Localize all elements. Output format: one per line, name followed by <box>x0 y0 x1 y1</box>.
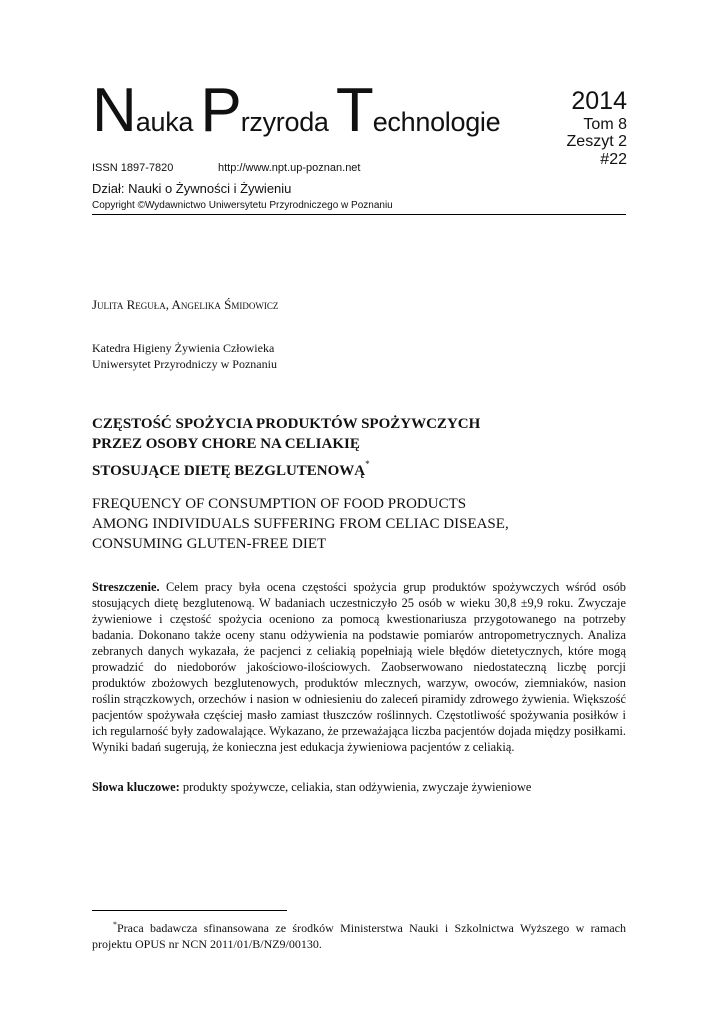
keywords-text: produkty spożywcze, celiakia, stan odżywienia, zwyczaje żywieniowe <box>182 780 532 794</box>
title-english-line-2: AMONG INDIVIDUALS SUFFERING FROM CELIAC DISEASE, <box>92 516 509 532</box>
affiliation-university: Uniwersytet Przyrodniczy w Poznaniu <box>92 357 277 371</box>
issue-article-number: #22 <box>600 150 627 168</box>
title-footnote-mark[interactable]: * <box>365 459 370 469</box>
abstract-text: Celem pracy była ocena częstości spożycia grup produktów spożywczych wśród osób stosujących dietę bezglutenową. W badaniach uczestniczyło 25 osób w wieku 30,8 ±9,9 roku. Zwyczaje żywieniowe i częstość spożycia oceniono za pomocą kwestionariusza przygotowanego na potrzeby badania. Dokonano także oceny stanu odżywienia na podstawie pomiarów antropometrycznych. Analiza zebranych danych wykazała, że pacjenci z celiakią popełniają wiele błędów dietetycznych, które mogą prowadzić do niedoborów jakościowo-ilościowych. Zaobserwowano niedostateczną liczbę porcji produktów zbożowych bezglutenowych, produktów mlecznych, warzyw, owoców, ziemniaków, nasion roślin strączkowych, orzechów i nasion w odniesieniu do zaleceń piramidy zdrowego żywienia. Większość pacjentów spożywała częściej masło zamiast tłuszczów roślinnych. Częstotliwość spożywania posiłków i ich regularność były zadowalające. Wykazano, że przeważająca liczba pacjentów dojada między posiłkami. Wyniki badań sugerują, że konieczna jest edukacja żywieniowa pacjentów z celiakią. <box>92 580 626 754</box>
journal-title-n-cap: N <box>92 76 136 145</box>
authors: Julita Reguła, Angelika Śmidowicz <box>92 297 279 312</box>
journal-title-n-rest: auka <box>135 107 201 137</box>
title-english-line-1: FREQUENCY OF CONSUMPTION OF FOOD PRODUCTS <box>92 496 467 512</box>
abstract <box>92 579 626 755</box>
title-polish-line-1: CZĘSTOŚĆ SPOŻYCIA PRODUKTÓW SPOŻYWCZYCH <box>92 416 481 432</box>
footnote <box>92 917 626 952</box>
title-english <box>92 494 509 554</box>
keywords <box>92 779 626 795</box>
title-polish <box>92 414 480 481</box>
issue-info <box>567 88 627 168</box>
journal-title-p-cap: P <box>200 76 241 145</box>
footnote-divider <box>92 910 287 911</box>
issue-number: Zeszyt 2 <box>566 133 627 151</box>
abstract-label: Streszczenie. <box>92 580 160 594</box>
journal-section: Dział: Nauki o Żywności i Żywieniu <box>92 181 292 196</box>
affiliation-department: Katedra Higieny Żywienia Człowieka <box>92 341 275 355</box>
affiliation <box>92 340 277 372</box>
journal-title-t-cap: T <box>335 76 373 145</box>
header-divider <box>92 214 626 215</box>
issn: ISSN 1897-7820 <box>92 162 174 174</box>
title-english-line-3: CONSUMING GLUTEN-FREE DIET <box>92 536 327 552</box>
journal-url[interactable]: http://www.npt.up-poznan.net <box>218 162 361 174</box>
journal-title-p-rest: rzyroda <box>240 107 336 137</box>
footnote-mark: * <box>113 920 117 929</box>
footnote-text: Praca badawcza sfinansowana ze środków Ministerstwa Nauki i Szkolnictwa Wyższego w ramach projektu OPUS nr NCN 2011/01/B/NZ9/00130. <box>92 921 626 951</box>
issue-year: 2014 <box>571 87 627 115</box>
keywords-label: Słowa kluczowe: <box>92 780 180 794</box>
title-polish-line-3: STOSUJĄCE DIETĘ BEZGLUTENOWĄ <box>92 463 366 479</box>
title-polish-line-2: PRZEZ OSOBY CHORE NA CELIAKIĘ <box>92 436 360 452</box>
copyright: Copyright ©Wydawnictwo Uniwersytetu Przyrodniczego w Poznaniu <box>92 200 393 211</box>
journal-meta <box>92 162 361 174</box>
issue-volume: Tom 8 <box>583 115 627 133</box>
journal-title <box>92 76 501 145</box>
journal-title-t-rest: echnologie <box>372 107 501 137</box>
